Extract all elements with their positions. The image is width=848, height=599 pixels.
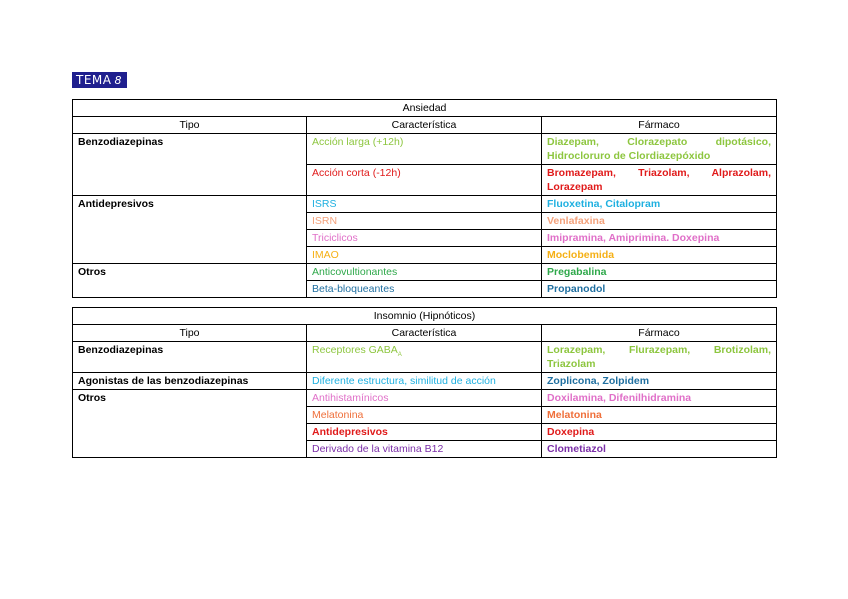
caracteristica-cell: ISRN bbox=[307, 213, 542, 230]
column-header-caracteristica: Característica bbox=[307, 325, 542, 342]
caracteristica-cell: Acción larga (+12h) bbox=[307, 134, 542, 165]
column-header-tipo: Tipo bbox=[73, 325, 307, 342]
column-header-tipo: Tipo bbox=[73, 117, 307, 134]
tipo-cell: Antidepresivos bbox=[73, 196, 307, 264]
farmaco-cell: Lorazepam, Flurazepam, Brotizolam, Triazolam bbox=[542, 342, 777, 373]
column-header-farmaco: Fármaco bbox=[542, 325, 777, 342]
ansiedad-title: Ansiedad bbox=[73, 100, 777, 117]
caracteristica-cell bbox=[307, 342, 542, 373]
tema-number: 8 bbox=[114, 74, 122, 87]
table-row bbox=[73, 373, 777, 390]
farmaco-cell: Diazepam, Clorazepato dipotásico, Hidrocloruro de Clordiazepóxido bbox=[542, 134, 777, 165]
table-row bbox=[73, 342, 777, 373]
farmaco-cell: Zoplicona, Zolpidem bbox=[542, 373, 777, 390]
farmaco-cell: Venlafaxina bbox=[542, 213, 777, 230]
farmaco-cell: Moclobemida bbox=[542, 247, 777, 264]
caracteristica-cell: Triciclicos bbox=[307, 230, 542, 247]
tipo-cell: Otros bbox=[73, 390, 307, 458]
table-row bbox=[73, 264, 777, 281]
tema-badge bbox=[72, 72, 127, 88]
caracteristica-cell: Antidepresivos bbox=[307, 424, 542, 441]
caracteristica-cell: Diferente estructura, similitud de acción bbox=[307, 373, 542, 390]
farmaco-cell: Doxepina bbox=[542, 424, 777, 441]
tipo-cell: Benzodiazepinas bbox=[73, 134, 307, 196]
caracteristica-cell: Antihistamínicos bbox=[307, 390, 542, 407]
caracteristica-cell: Beta-bloqueantes bbox=[307, 281, 542, 298]
caracteristica-cell: Acción corta (-12h) bbox=[307, 165, 542, 196]
tipo-cell: Benzodiazepinas bbox=[73, 342, 307, 373]
caracteristica-text: Receptores GABA bbox=[312, 344, 398, 356]
tipo-cell: Agonistas de las benzodiazepinas bbox=[73, 373, 307, 390]
farmaco-cell: Doxilamina, Difenilhidramina bbox=[542, 390, 777, 407]
caracteristica-subscript: A bbox=[397, 352, 402, 359]
caracteristica-cell: Melatonina bbox=[307, 407, 542, 424]
farmaco-cell: Bromazepam, Triazolam, Alprazolam, Lorazepam bbox=[542, 165, 777, 196]
farmaco-cell: Clometiazol bbox=[542, 441, 777, 458]
caracteristica-cell: IMAO bbox=[307, 247, 542, 264]
column-header-caracteristica: Característica bbox=[307, 117, 542, 134]
farmaco-cell: Imipramina, Amiprimina. Doxepina bbox=[542, 230, 777, 247]
caracteristica-cell: Anticovultionantes bbox=[307, 264, 542, 281]
caracteristica-cell: Derivado de la vitamina B12 bbox=[307, 441, 542, 458]
table-row bbox=[73, 390, 777, 407]
tipo-cell: Otros bbox=[73, 264, 307, 281]
caracteristica-cell: ISRS bbox=[307, 196, 542, 213]
table-row bbox=[73, 196, 777, 213]
insomnio-title: Insomnio (Hipnóticos) bbox=[73, 308, 777, 325]
table-row bbox=[73, 134, 777, 165]
tema-label: TEMA bbox=[76, 73, 112, 87]
ansiedad-table bbox=[72, 99, 777, 298]
farmaco-cell: Melatonina bbox=[542, 407, 777, 424]
table-row bbox=[73, 281, 777, 298]
farmaco-cell: Pregabalina bbox=[542, 264, 777, 281]
farmaco-cell: Fluoxetina, Citalopram bbox=[542, 196, 777, 213]
insomnio-table bbox=[72, 307, 777, 458]
column-header-farmaco: Fármaco bbox=[542, 117, 777, 134]
farmaco-cell: Propanodol bbox=[542, 281, 777, 298]
tipo-cell bbox=[73, 281, 307, 298]
